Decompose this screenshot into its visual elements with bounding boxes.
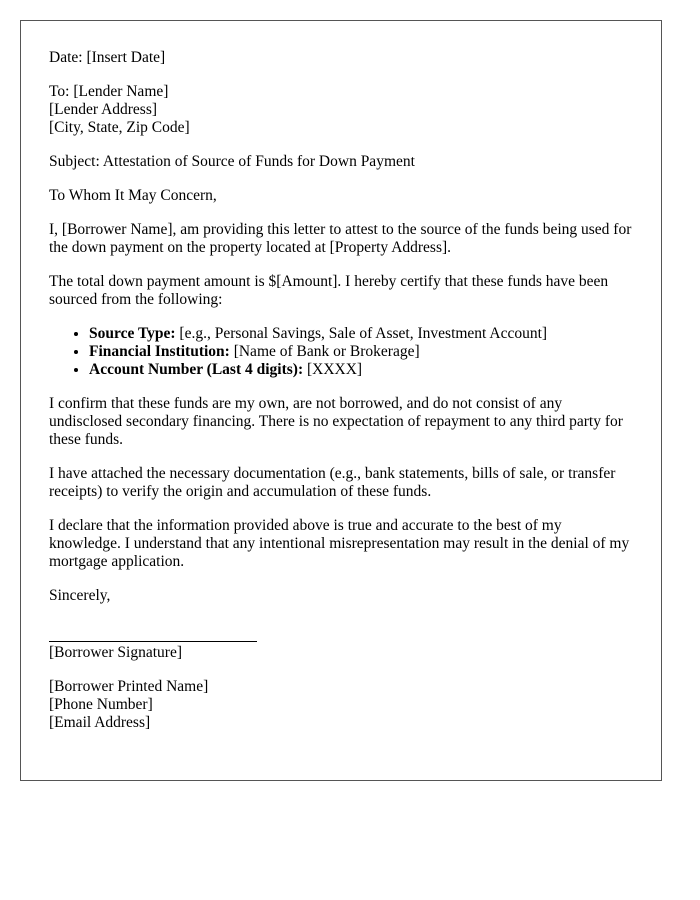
institution-value: [Name of Bank or Brokerage] bbox=[229, 343, 420, 360]
subject-line: Subject: Attestation of Source of Funds for Down Payment bbox=[49, 153, 415, 170]
account-value: [XXXX] bbox=[303, 361, 363, 378]
account-label: Account Number (Last 4 digits): bbox=[89, 361, 304, 378]
lender-address: [Lender Address] bbox=[49, 101, 158, 118]
list-item bbox=[89, 361, 633, 379]
letter bbox=[20, 20, 662, 781]
source-type-label: Source Type: bbox=[89, 325, 176, 342]
recipient-block bbox=[49, 83, 633, 137]
salutation: To Whom It May Concern, bbox=[49, 187, 217, 204]
signature-line bbox=[49, 621, 257, 642]
printed-name: [Borrower Printed Name] bbox=[49, 678, 209, 695]
email-address: [Email Address] bbox=[49, 714, 151, 731]
paragraph-confirm: I confirm that these funds are my own, are not borrowed, and do not consist of any undisclosed secondary financing. There is no expectation of repayment to any third party for these funds. bbox=[49, 395, 623, 448]
closing: Sincerely, bbox=[49, 587, 111, 604]
signature-label: [Borrower Signature] bbox=[49, 644, 182, 661]
paragraph-amount: The total down payment amount is $[Amount]. I hereby certify that these funds have been sourced from the following: bbox=[49, 273, 609, 308]
list-item bbox=[89, 343, 633, 361]
lender-city: [City, State, Zip Code] bbox=[49, 119, 190, 136]
institution-label: Financial Institution: bbox=[89, 343, 230, 360]
date-line: Date: [Insert Date] bbox=[49, 49, 166, 66]
paragraph-documentation: I have attached the necessary documentation (e.g., bank statements, bills of sale, or transfer receipts) to verify the origin and accumulation of these funds. bbox=[49, 465, 616, 500]
list-item bbox=[89, 325, 633, 343]
paragraph-declaration: I declare that the information provided above is true and accurate to the best of my knowledge. I understand that any intentional misrepresentation may result in the denial of my mortgage application. bbox=[49, 517, 630, 570]
lender-name: To: [Lender Name] bbox=[49, 83, 169, 100]
paragraph-attest: I, [Borrower Name], am providing this letter to attest to the source of the funds being used for the down payment on the property located at [Property Address]. bbox=[49, 221, 632, 256]
signer-block bbox=[49, 678, 633, 732]
sources-list bbox=[49, 325, 633, 379]
source-type-value: [e.g., Personal Savings, Sale of Asset, Investment Account] bbox=[175, 325, 548, 342]
phone-number: [Phone Number] bbox=[49, 696, 153, 713]
